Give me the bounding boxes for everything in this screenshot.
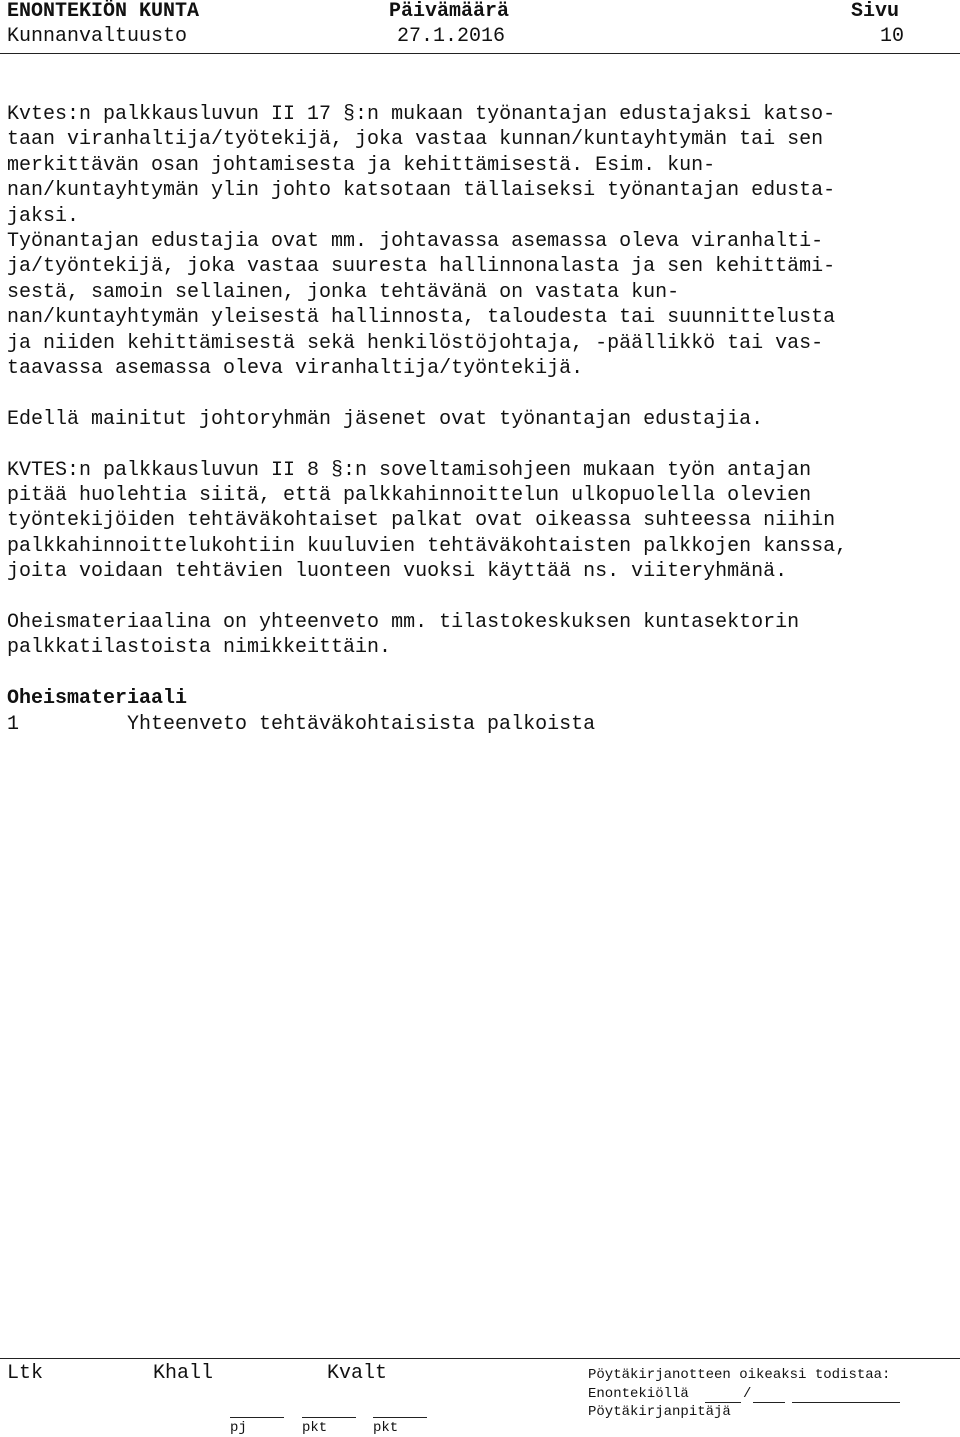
- paragraph-3: [7, 458, 953, 585]
- page-number: 10: [880, 25, 905, 48]
- meeting-date: 27.1.2016: [397, 25, 506, 48]
- org-name: ENONTEKIÖN KUNTA: [7, 0, 200, 23]
- attachments-section: [7, 686, 953, 737]
- page-label: Sivu: [851, 0, 900, 23]
- p3-line: työntekijöiden tehtäväkohtaiset palkat ovat oikeassa suhteessa niihin: [7, 509, 836, 533]
- body-name: Kunnanvaltuusto: [7, 25, 188, 48]
- day-underline: [705, 1388, 741, 1403]
- footer-ltk: Ltk: [7, 1362, 44, 1385]
- pj-underline: [230, 1403, 284, 1418]
- signature-underline: [792, 1388, 900, 1403]
- pkt2-underline: [373, 1403, 427, 1418]
- p4-line: Oheismateriaalina on yhteenveto mm. tilastokeskuksen kuntasektorin: [7, 611, 800, 635]
- footer-place: Enontekiöllä: [588, 1386, 689, 1402]
- month-underline: [753, 1388, 785, 1403]
- p1-line: johtavassa asemassa oleva viranhalti-: [367, 230, 824, 254]
- footer-khall: Khall: [153, 1362, 214, 1385]
- p4-line: palkkatilastoista nimikkeittäin.: [7, 636, 392, 660]
- p1-line: jaksi.: [7, 204, 80, 228]
- document-body: [7, 102, 953, 737]
- p3-line: joita voidaan tehtävien luonteen vuoksi käyttää ns. viiteryhmänä.: [7, 560, 788, 584]
- paragraph-1: [7, 102, 953, 381]
- footer-pj: pj: [230, 1420, 247, 1436]
- footer-keeper: Pöytäkirjanpitäjä: [588, 1404, 731, 1420]
- header-divider: [0, 53, 960, 54]
- footer-pkt-1: pkt: [302, 1420, 328, 1436]
- p1-line: sestä, samoin sellainen, jonka tehtävänä on vastata kun-: [7, 280, 680, 304]
- footer-kvalt: Kvalt: [327, 1362, 388, 1385]
- p1-line: taavassa asemassa oleva viranhaltija/työntekijä.: [7, 357, 584, 381]
- footer-divider: [0, 1358, 960, 1359]
- paragraph-2: Edellä mainitut johtoryhmän jäsenet ovat työnantajan edustajia.: [7, 407, 764, 431]
- p1-line: ja niiden kehittämisestä sekä henkilöstöjohtaja, -päällikkö tai vas-: [7, 331, 824, 355]
- p1-line: nan/kuntayhtymän yleisestä hallinnosta, taloudesta tai suunnittelusta: [7, 306, 836, 330]
- date-label: Päivämäärä: [389, 0, 510, 23]
- p1-line: nan/kuntayhtymän ylin johto katsotaan tällaiseksi työnantajan edusta-: [7, 179, 836, 203]
- attachment-number: 1: [7, 712, 20, 736]
- footer-pkt-2: pkt: [373, 1420, 399, 1436]
- p1-line: merkittävän osan johtamisesta ja kehittämisestä. Esim. kun-: [7, 153, 716, 177]
- p1-line: ja/työntekijä, joka vastaa suuresta hallinnonalasta ja sen kehittämi-: [7, 255, 836, 279]
- attachments-heading: Oheismateriaali: [7, 687, 188, 711]
- footer-certify: Pöytäkirjanotteen oikeaksi todistaa:: [588, 1367, 891, 1383]
- pkt1-underline: [302, 1403, 356, 1418]
- attachment-item: [7, 712, 953, 737]
- paragraph-4: [7, 610, 953, 661]
- p3-line: palkkahinnoittelukohtiin kuuluvien tehtäväkohtaisten palkkojen kanssa,: [7, 534, 848, 558]
- p1-line: Työnantajan edustajia ovat mm.: [7, 230, 368, 254]
- p1-line: taan viranhaltija/työtekijä, joka vastaa kunnan/kuntayhtymän tai sen: [7, 128, 824, 152]
- footer-slash: /: [743, 1386, 752, 1402]
- attachment-title: Yhteenveto tehtäväkohtaisista palkoista: [127, 712, 596, 736]
- p3-line: pitää huolehtia siitä, että palkkahinnoittelun ulkopuolella olevien: [7, 484, 812, 508]
- p1-line: Kvtes:n palkkausluvun II 17 §:n mukaan työnantajan edustajaksi katso-: [7, 103, 836, 126]
- p3-line: KVTES:n palkkausluvun II 8 §:n soveltamisohjeen mukaan työn antajan: [7, 458, 812, 482]
